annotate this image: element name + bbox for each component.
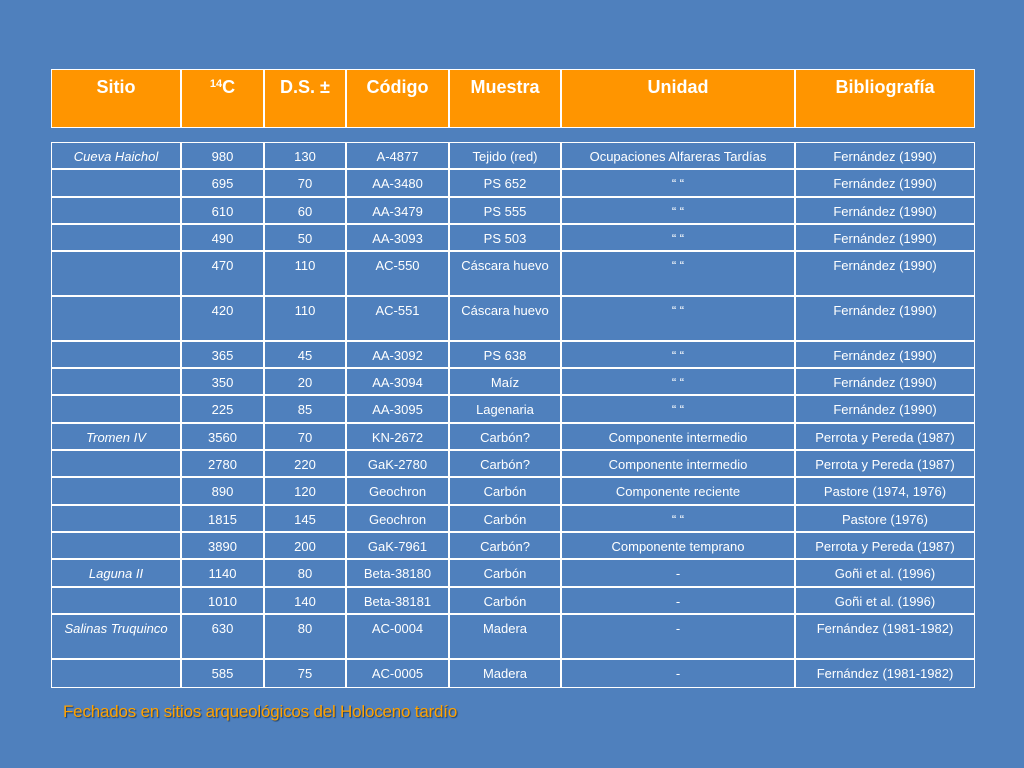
cell-c14: 980 <box>182 143 265 170</box>
cell-muestra: PS 652 <box>450 170 562 197</box>
cell-ds: 130 <box>265 143 347 170</box>
cell-c14: 1815 <box>182 506 265 533</box>
cell-unidad: - <box>562 660 796 688</box>
cell-c14: 420 <box>182 297 265 342</box>
cell-unidad: “ “ <box>562 170 796 197</box>
cell-codigo: AC-0004 <box>347 615 450 660</box>
cell-muestra: Carbón? <box>450 424 562 451</box>
cell-codigo: Geochron <box>347 506 450 533</box>
table-row <box>52 342 974 369</box>
cell-c14: 490 <box>182 225 265 252</box>
cell-bibliografia: Fernández (1990) <box>796 143 974 170</box>
cell-sitio <box>52 588 182 615</box>
cell-sitio <box>52 198 182 225</box>
cell-c14: 365 <box>182 342 265 369</box>
cell-muestra: Carbón <box>450 560 562 587</box>
cell-unidad: “ “ <box>562 506 796 533</box>
cell-muestra: Cáscara huevo <box>450 297 562 342</box>
cell-bibliografia: Fernández (1990) <box>796 297 974 342</box>
cell-bibliografia: Fernández (1990) <box>796 198 974 225</box>
cell-bibliografia: Pastore (1976) <box>796 506 974 533</box>
cell-sitio <box>52 369 182 396</box>
cell-codigo: A-4877 <box>347 143 450 170</box>
cell-ds: 75 <box>265 660 347 688</box>
cell-muestra: Cáscara huevo <box>450 252 562 297</box>
cell-muestra: Carbón <box>450 506 562 533</box>
dates-table <box>51 142 975 688</box>
cell-ds: 70 <box>265 170 347 197</box>
table-row <box>52 297 974 342</box>
cell-codigo: AA-3094 <box>347 369 450 396</box>
dates-table-body <box>52 143 974 687</box>
cell-unidad: Ocupaciones Alfareras Tardías <box>562 143 796 170</box>
cell-codigo: AA-3093 <box>347 225 450 252</box>
cell-sitio <box>52 252 182 297</box>
slide-caption: Fechados en sitios arqueológicos del Holoceno tardío <box>63 702 458 721</box>
header-c14-label: C <box>222 77 236 97</box>
cell-bibliografia: Perrota y Pereda (1987) <box>796 451 974 478</box>
cell-bibliografia: Fernández (1990) <box>796 252 974 297</box>
cell-muestra: Carbón? <box>450 533 562 560</box>
cell-ds: 60 <box>265 198 347 225</box>
cell-sitio: Laguna II <box>52 560 182 587</box>
cell-muestra: Carbón <box>450 478 562 505</box>
cell-c14: 470 <box>182 252 265 297</box>
cell-sitio <box>52 478 182 505</box>
cell-codigo: AC-0005 <box>347 660 450 688</box>
cell-sitio <box>52 506 182 533</box>
table-row <box>52 533 974 560</box>
cell-sitio: Tromen IV <box>52 424 182 451</box>
cell-muestra: PS 638 <box>450 342 562 369</box>
cell-c14: 3560 <box>182 424 265 451</box>
cell-muestra: Maíz <box>450 369 562 396</box>
table-row <box>52 369 974 396</box>
cell-muestra: Tejido (red) <box>450 143 562 170</box>
cell-c14: 1140 <box>182 560 265 587</box>
cell-codigo: AA-3479 <box>347 198 450 225</box>
cell-ds: 120 <box>265 478 347 505</box>
cell-unidad: Componente temprano <box>562 533 796 560</box>
cell-c14: 695 <box>182 170 265 197</box>
cell-bibliografia: Goñi et al. (1996) <box>796 560 974 587</box>
cell-bibliografia: Fernández (1990) <box>796 342 974 369</box>
table-row <box>52 560 974 587</box>
cell-ds: 110 <box>265 252 347 297</box>
cell-sitio <box>52 396 182 423</box>
cell-c14: 1010 <box>182 588 265 615</box>
cell-sitio: Cueva Haichol <box>52 143 182 170</box>
cell-unidad: - <box>562 588 796 615</box>
cell-muestra: Carbón <box>450 588 562 615</box>
cell-c14: 225 <box>182 396 265 423</box>
cell-unidad: “ “ <box>562 198 796 225</box>
cell-ds: 80 <box>265 615 347 660</box>
cell-codigo: AA-3095 <box>347 396 450 423</box>
cell-ds: 45 <box>265 342 347 369</box>
cell-ds: 80 <box>265 560 347 587</box>
table-row <box>52 143 974 170</box>
table-row <box>52 225 974 252</box>
cell-codigo: AC-551 <box>347 297 450 342</box>
header-sitio: Sitio <box>52 70 182 127</box>
header-ds: D.S. ± <box>265 70 347 127</box>
cell-unidad: Componente intermedio <box>562 451 796 478</box>
cell-unidad: “ “ <box>562 342 796 369</box>
cell-sitio <box>52 342 182 369</box>
table-row <box>52 478 974 505</box>
cell-unidad: “ “ <box>562 396 796 423</box>
cell-bibliografia: Perrota y Pereda (1987) <box>796 533 974 560</box>
cell-muestra: Madera <box>450 660 562 688</box>
table-row <box>52 588 974 615</box>
cell-unidad: “ “ <box>562 297 796 342</box>
cell-c14: 610 <box>182 198 265 225</box>
cell-bibliografia: Perrota y Pereda (1987) <box>796 424 974 451</box>
cell-ds: 200 <box>265 533 347 560</box>
cell-unidad: “ “ <box>562 252 796 297</box>
cell-codigo: Geochron <box>347 478 450 505</box>
cell-muestra: PS 555 <box>450 198 562 225</box>
table-row <box>52 198 974 225</box>
table-row <box>52 170 974 197</box>
cell-codigo: AA-3092 <box>347 342 450 369</box>
cell-muestra: Madera <box>450 615 562 660</box>
cell-bibliografia: Fernández (1981-1982) <box>796 615 974 660</box>
header-unidad: Unidad <box>562 70 796 127</box>
cell-bibliografia: Fernández (1990) <box>796 225 974 252</box>
header-bibliografia: Bibliografía <box>796 70 974 127</box>
table-row <box>52 396 974 423</box>
cell-muestra: Carbón? <box>450 451 562 478</box>
cell-c14: 890 <box>182 478 265 505</box>
cell-bibliografia: Goñi et al. (1996) <box>796 588 974 615</box>
cell-unidad: “ “ <box>562 369 796 396</box>
cell-c14: 2780 <box>182 451 265 478</box>
table-row <box>52 506 974 533</box>
cell-c14: 630 <box>182 615 265 660</box>
cell-ds: 20 <box>265 369 347 396</box>
table-row <box>52 660 974 688</box>
header-codigo: Código <box>347 70 450 127</box>
cell-unidad: Componente reciente <box>562 478 796 505</box>
cell-sitio: Salinas Truquinco <box>52 615 182 660</box>
table-row <box>52 451 974 478</box>
cell-sitio <box>52 451 182 478</box>
cell-sitio <box>52 533 182 560</box>
cell-codigo: AA-3480 <box>347 170 450 197</box>
cell-bibliografia: Pastore (1974, 1976) <box>796 478 974 505</box>
cell-ds: 85 <box>265 396 347 423</box>
table-row <box>52 615 974 660</box>
cell-ds: 145 <box>265 506 347 533</box>
cell-sitio <box>52 170 182 197</box>
cell-unidad: Componente intermedio <box>562 424 796 451</box>
cell-codigo: Beta-38180 <box>347 560 450 587</box>
cell-ds: 220 <box>265 451 347 478</box>
cell-c14: 350 <box>182 369 265 396</box>
cell-bibliografia: Fernández (1990) <box>796 170 974 197</box>
cell-codigo: GaK-2780 <box>347 451 450 478</box>
cell-codigo: Beta-38181 <box>347 588 450 615</box>
cell-bibliografia: Fernández (1990) <box>796 369 974 396</box>
table-row <box>52 252 974 297</box>
table-row <box>52 424 974 451</box>
header-row <box>52 70 974 127</box>
cell-muestra: Lagenaria <box>450 396 562 423</box>
header-table <box>51 69 975 128</box>
cell-unidad: - <box>562 560 796 587</box>
cell-ds: 140 <box>265 588 347 615</box>
cell-unidad: “ “ <box>562 225 796 252</box>
header-c14-superscript: 14 <box>209 78 223 90</box>
cell-ds: 70 <box>265 424 347 451</box>
cell-sitio <box>52 297 182 342</box>
header-c14 <box>182 70 265 127</box>
cell-sitio <box>52 225 182 252</box>
cell-ds: 50 <box>265 225 347 252</box>
cell-codigo: AC-550 <box>347 252 450 297</box>
cell-sitio <box>52 660 182 688</box>
cell-bibliografia: Fernández (1990) <box>796 396 974 423</box>
header-muestra: Muestra <box>450 70 562 127</box>
cell-c14: 585 <box>182 660 265 688</box>
cell-unidad: - <box>562 615 796 660</box>
cell-c14: 3890 <box>182 533 265 560</box>
cell-codigo: KN-2672 <box>347 424 450 451</box>
cell-muestra: PS 503 <box>450 225 562 252</box>
cell-ds: 110 <box>265 297 347 342</box>
cell-bibliografia: Fernández (1981-1982) <box>796 660 974 688</box>
cell-codigo: GaK-7961 <box>347 533 450 560</box>
